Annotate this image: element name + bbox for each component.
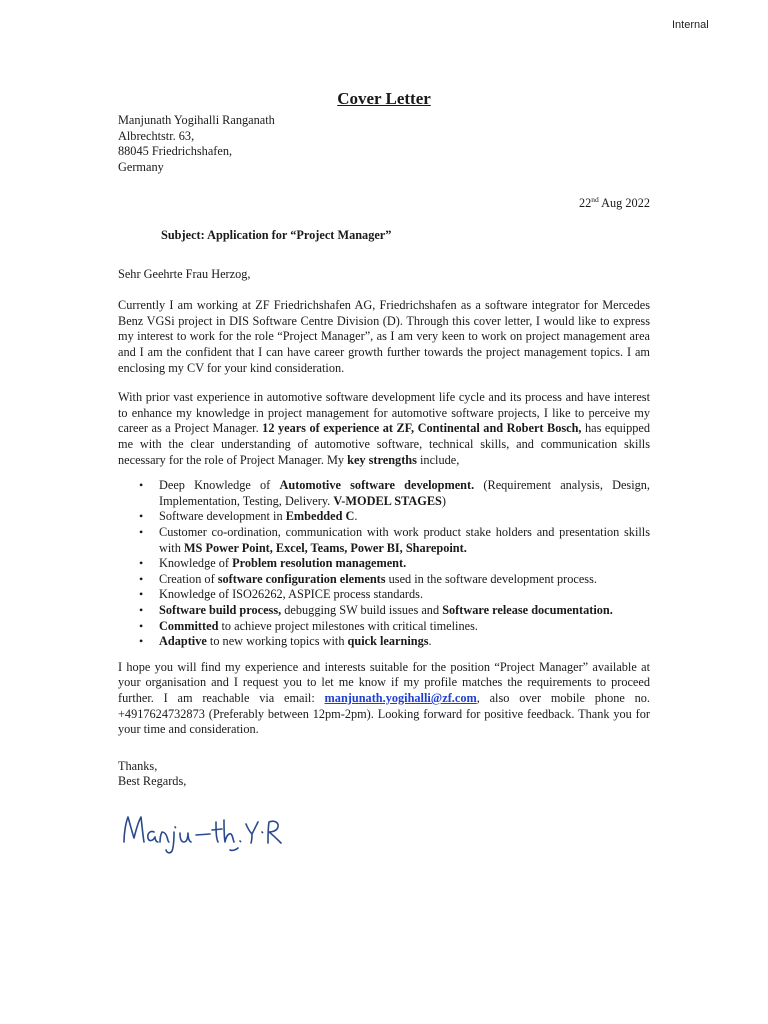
contact-text-1: I hope you will find my experience and interests suitable for the position “Project Manager” available at your organisation and I request you to let me know if my profile matches the requirements to proceed further. I am reachable via email: (118, 659, 650, 705)
experience-text-3: include, (416, 452, 460, 467)
classification-label: Internal (672, 19, 709, 31)
experience-text-1: With prior vast experience in automotive software development life cycle and its process and have interest to enhance my knowledge in project management for automotive software projects, I like to perceive my career as a Project Manager. (118, 390, 650, 436)
key-strengths-label: key strengths (347, 452, 417, 467)
letter-subject: Subject: Application for “Project Manager” (161, 228, 392, 243)
email-link[interactable]: manjunath.yogihalli@zf.com (324, 690, 477, 705)
list-item: • Creation of software configuration elements used in the software development process. (159, 572, 650, 588)
closing-thanks: Thanks, (118, 758, 158, 773)
list-item: • Software build process, debugging SW build issues and Software release documentation. (159, 603, 650, 619)
list-item: • Adaptive to new working topics with quick learnings. (159, 634, 650, 650)
closing (118, 759, 650, 790)
strengths-list (118, 478, 650, 650)
letter-date (118, 192, 650, 212)
closing-regards: Best Regards, (118, 774, 187, 789)
paragraph-experience (118, 390, 650, 468)
sender-name: Manjunath Yogihalli Ranganath (118, 113, 275, 127)
paragraph-intro: Currently I am working at ZF Friedrichshafen AG, Friedrichshafen as a software integrator for Mercedes Benz VGSi project in DIS Software Centre Division (D). Through this cover letter, I would like to express my interest to work for the role “Project Manager”, as I am very keen to work on project management area and I am the confident that I can have career growth further towards the project management topics. I am enclosing my CV for your kind consideration. (118, 298, 650, 375)
list-item: • Committed to achieve project milestones with critical timelines. (159, 619, 650, 635)
sender-address (118, 113, 650, 175)
experience-text-2: has equipped me with the clear understanding of automotive software, technical skills, and communication skills necessary for the role of Project Manager. My (118, 421, 650, 467)
signature (118, 808, 318, 854)
sender-city: 88045 Friedrichshafen, (118, 144, 233, 159)
list-item: • Knowledge of ISO26262, ASPICE process standards. (159, 587, 650, 603)
paragraph-contact (118, 660, 650, 738)
list-item: • Deep Knowledge of Automotive software development. (Requirement analysis, Design, Implementation, Testing, Delivery. V-MODEL STAGES) (159, 478, 650, 509)
date-day: 22 (578, 196, 592, 211)
sender-country: Germany (118, 159, 164, 174)
salutation: Sehr Geehrte Frau Herzog, (118, 266, 251, 281)
list-item: • Customer co-ordination, communication with work product stake holders and presentation skills with MS Power Point, Excel, Teams, Power BI, Sharepoint. (159, 525, 650, 556)
letter-body (118, 113, 650, 790)
contact-text-2: , also over mobile phone no. +4917624732873 (Preferably between 12pm-2pm). Looking forward for positive feedback. Thank you for your time and consideration. (118, 690, 650, 737)
page-title: Cover Letter (337, 89, 431, 108)
sender-street: Albrechtstr. 63, (118, 128, 195, 143)
experience-years: 12 years of experience at ZF, Continental and Robert Bosch, (262, 421, 582, 436)
list-item: • Software development in Embedded C. (159, 509, 650, 525)
date-suffix: nd (591, 195, 599, 205)
list-item: • Knowledge of Problem resolution management. (159, 556, 650, 572)
date-rest: Aug 2022 (598, 196, 650, 211)
